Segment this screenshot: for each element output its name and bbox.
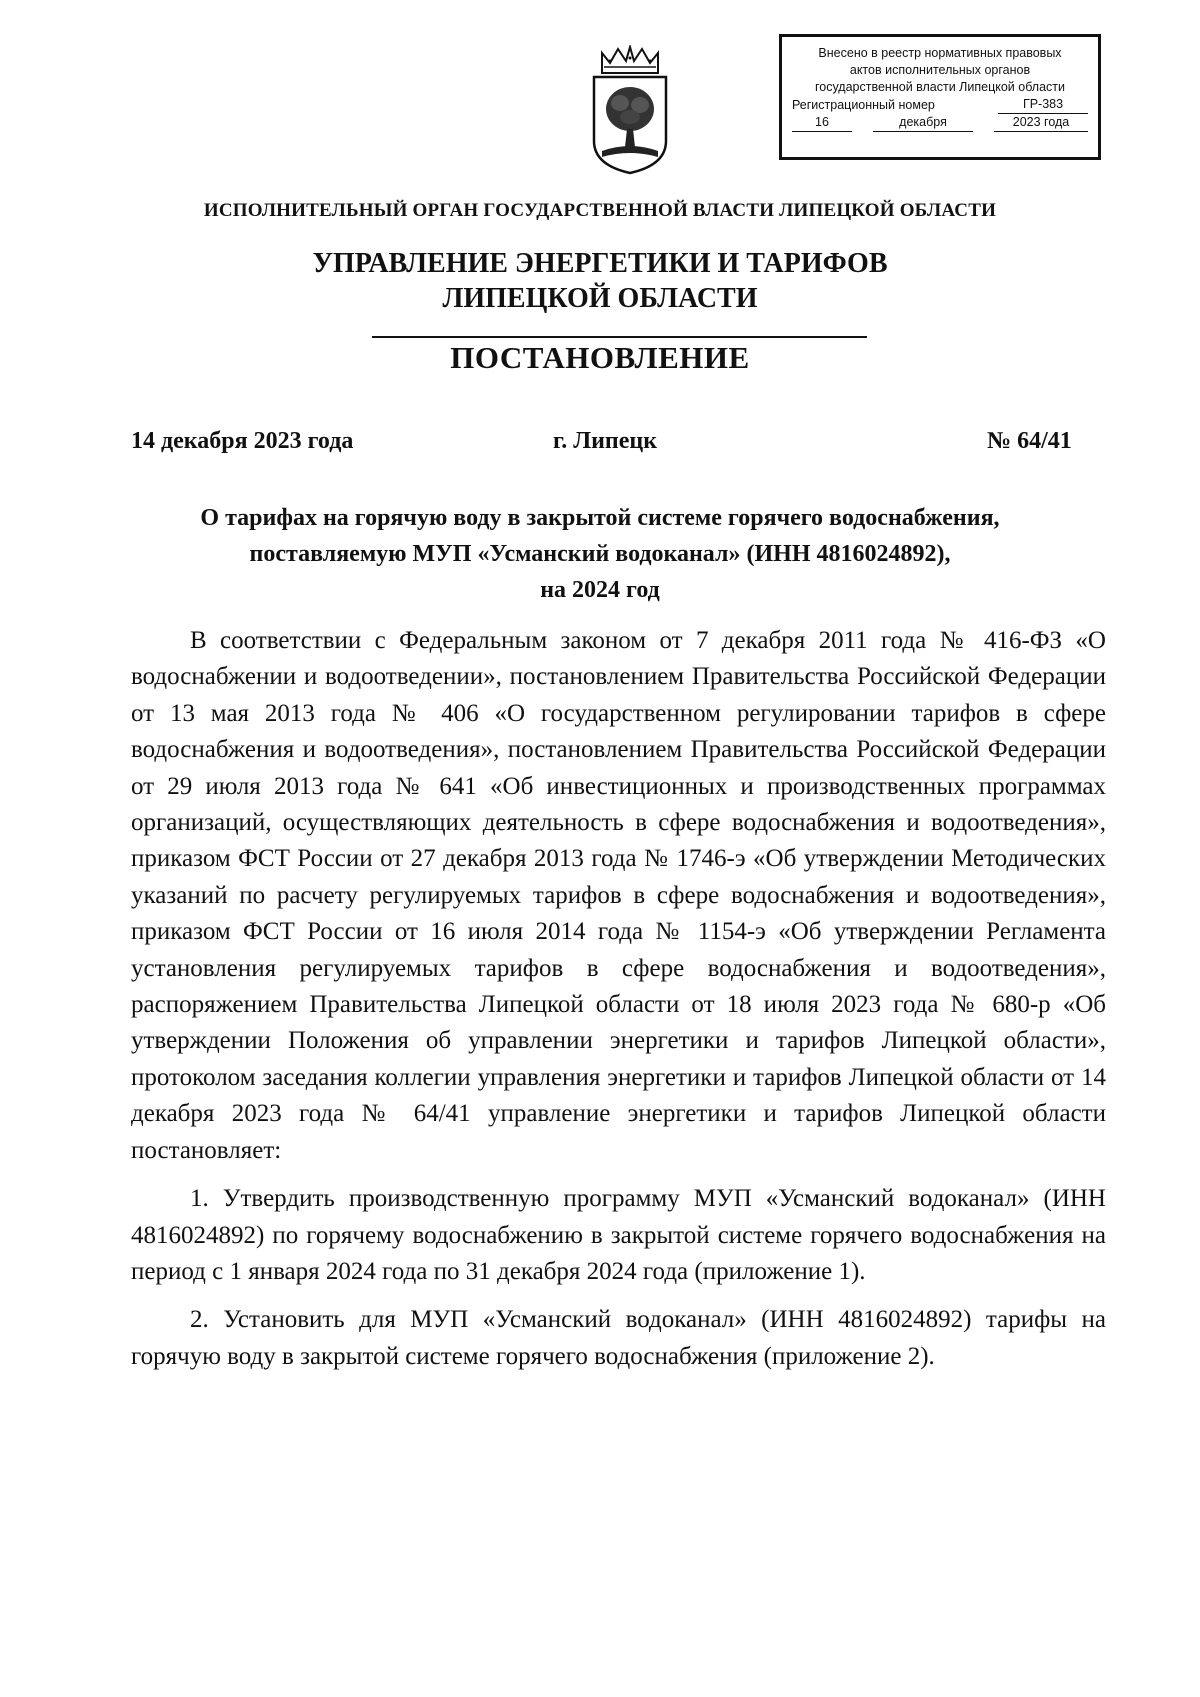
document-number: № 64/41	[987, 428, 1072, 454]
resolution-item-2: 2. Установить для МУП «Усманский водоканал» (ИНН 4816024892) тарифы на горячую воду в закрытой системе горячего водоснабжения (приложение 2).	[131, 1306, 1106, 1370]
registry-number-row	[792, 96, 1088, 114]
registry-stamp	[779, 34, 1101, 160]
registry-stamp-line: Внесено в реестр нормативных правовых	[818, 46, 1062, 60]
document-body	[131, 623, 1106, 1375]
resolution-item-1: 1. Утвердить производственную программу МУП «Усманский водоканал» (ИНН 4816024892) по горячему водоснабжению в закрытой системе горячего водоснабжения на период с 1 января 2024 года по 31 декабря 2024 года (приложение 1).	[131, 1185, 1106, 1285]
registry-stamp-line: актов исполнительных органов	[849, 63, 1031, 77]
registry-year: 2023 года	[994, 114, 1088, 132]
document-title-line: О тарифах на горячую воду в закрытой системе горячего водоснабжения,	[200, 505, 1000, 531]
document-city: г. Липецк	[553, 428, 658, 454]
authority-name: ИСПОЛНИТЕЛЬНЫЙ ОРГАН ГОСУДАРСТВЕННОЙ ВЛАСТИ ЛИПЕЦКОЙ ОБЛАСТИ	[203, 200, 997, 221]
department-name	[0, 246, 1200, 316]
registry-number: ГР-383	[998, 96, 1088, 114]
document-type: ПОСТАНОВЛЕНИЕ	[450, 340, 750, 375]
document-title-line: поставляемую МУП «Усманский водоканал» (ИНН 4816024892),	[249, 541, 951, 567]
preamble-paragraph: В соответствии с Федеральным законом от 7 декабря 2011 года № 416-ФЗ «О водоснабжении и водоотведении», постановлением Правительства Российской Федерации от 13 мая 2013 года № 406 «О государственном регулировании тарифов в сфере водоснабжения и водоотведения», постановлением Правительства Российской Федерации от 29 июля 2013 года № 641 «Об инвестиционных и производственных программах организаций, осуществляющих деятельность в сфере водоснабжения и водоотведения», приказом ФСТ России от 27 декабря 2013 года № 1746-э «Об утверждении Методических указаний по расчету регулируемых тарифов в сфере водоснабжения и водоотведения», приказом ФСТ России от 16 июля 2014 года № 1154-э «Об утверждении Регламента установления регулируемых тарифов в сфере водоснабжения и водоотведения», распоряжением Правительства Липецкой области от 18 июля 2023 года № 680-р «Об утверждении Положения об управлении энергетики и тарифов Липецкой области», протоколом заседания коллегии управления энергетики и тарифов Липецкой области от 14 декабря 2023 года № 64/41 управление энергетики и тарифов Липецкой области постановляет:	[131, 627, 1106, 1164]
coat-of-arms-icon	[588, 45, 672, 177]
document-title	[100, 500, 1100, 608]
registry-month: декабря	[873, 114, 973, 132]
header-divider	[372, 336, 867, 338]
department-name-line: ЛИПЕЦКОЙ ОБЛАСТИ	[442, 283, 758, 314]
registry-number-label: Регистрационный номер	[792, 98, 935, 112]
document-date: 14 декабря 2023 года	[131, 428, 354, 454]
department-name-line: УПРАВЛЕНИЕ ЭНЕРГЕТИКИ И ТАРИФОВ	[312, 248, 888, 279]
document-title-line: на 2024 год	[540, 577, 660, 603]
registry-stamp-line: государственной власти Липецкой области	[814, 80, 1066, 94]
registry-date-row	[792, 114, 1088, 132]
registry-day: 16	[792, 114, 852, 132]
